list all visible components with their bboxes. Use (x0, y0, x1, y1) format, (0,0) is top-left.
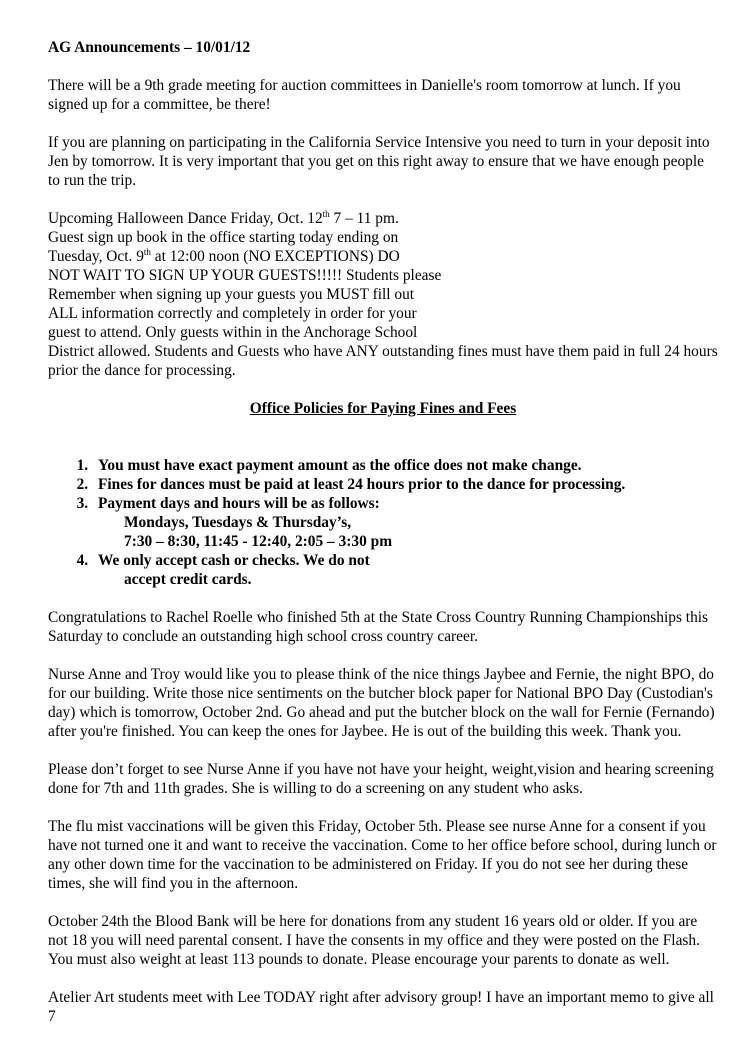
policy-item (92, 494, 718, 551)
document-title: AG Announcements – 10/01/12 (48, 39, 251, 56)
policy-subline: 7:30 – 8:30, 11:45 - 12:40, 2:05 – 3:30 pm (124, 533, 393, 550)
policy-item (92, 551, 718, 589)
halloween-dance-paragraph (48, 209, 718, 380)
policy-item-text: We only accept cash or checks. We do not (98, 552, 370, 569)
policies-list (48, 456, 718, 589)
halloween-line-3: Tuesday, Oct. 9th at 12:00 noon (NO EXCEPTIONS) DO (48, 246, 400, 265)
policy-item: 1. You must have exact payment amount as the office does not make change. (92, 456, 718, 475)
policies-heading: Office Policies for Paying Fines and Fees (249, 400, 517, 417)
policy-subline: Mondays, Tuesdays & Thursday’s, (124, 514, 352, 531)
policy-item: 2. Fines for dances must be paid at least 24 hours prior to the dance for processing. (92, 475, 718, 494)
service-intensive-paragraph: If you are planning on participating in the California Service Intensive you need to turn in your deposit into Jen by tomorrow. It is very important that you get on this right away to ensure that we have enough people to run the trip. (48, 134, 710, 189)
atelier-art-paragraph: Atelier Art students meet with Lee TODAY right after advisory group! I have an important memo to give all 7 (48, 989, 714, 1025)
announcement-page (48, 38, 718, 1045)
halloween-line-9: prior the dance for processing. (48, 362, 236, 379)
screening-paragraph: Please don’t forget to see Nurse Anne if you have not have your height, weight,vision and hearing screening done for 7th and 11th grades. She is willing to do a screening on any student who asks. (48, 761, 714, 797)
policy-item-text: Payment days and hours will be as follows: (98, 495, 380, 512)
halloween-line-4: NOT WAIT TO SIGN UP YOUR GUESTS!!!!! Students please (48, 267, 442, 284)
congratulations-paragraph: Congratulations to Rachel Roelle who finished 5th at the State Cross Country Running Championships this Saturday to conclude an outstanding high school cross country career. (48, 609, 709, 645)
blood-bank-paragraph: October 24th the Blood Bank will be here for donations from any student 16 years old or older. If you are not 18 you will need parental consent. I have the consents in my office and they were posted on the Flash. You must also weight at least 113 pounds to donate. Please encourage your parents to donate as well. (48, 913, 700, 968)
halloween-line-6: ALL information correctly and completely in order for your (48, 305, 417, 322)
halloween-line-7: guest to attend. Only guests within in the Anchorage School (48, 324, 418, 341)
halloween-line-5: Remember when signing up your guests you MUST fill out (48, 286, 415, 303)
policy-subline: accept credit cards. (124, 571, 252, 588)
flu-mist-paragraph: The flu mist vaccinations will be given this Friday, October 5th. Please see nurse Anne for a consent if you have not turned one it and want to receive the vaccination. Come to her office before school, during lunch or any other down time for the vaccination to be administered on Friday. If you do not see her during these times, she will find you in the afternoon. (48, 818, 717, 892)
halloween-line-1: Upcoming Halloween Dance Friday, Oct. 12th 7 – 11 pm. (48, 208, 399, 227)
halloween-line-8: District allowed. Students and Guests who have ANY outstanding fines must have them paid in full 24 hours (48, 343, 718, 360)
auction-committee-paragraph: There will be a 9th grade meeting for auction committees in Danielle's room tomorrow at lunch. If you signed up for a committee, be there! (48, 77, 681, 113)
bpo-day-paragraph: Nurse Anne and Troy would like you to please think of the nice things Jaybee and Fernie, the night BPO, do for our building. Write those nice sentiments on the butcher block paper for National BPO Day (Custodian's day) which is tomorrow, October 2nd. Go ahead and put the butcher block on the wall for Fernie (Fernando) after you're finished. You can keep the ones for Jaybee. He is out of the building this week. Thank you. (48, 666, 715, 740)
halloween-line-2: Guest sign up book in the office starting today ending on (48, 229, 399, 246)
